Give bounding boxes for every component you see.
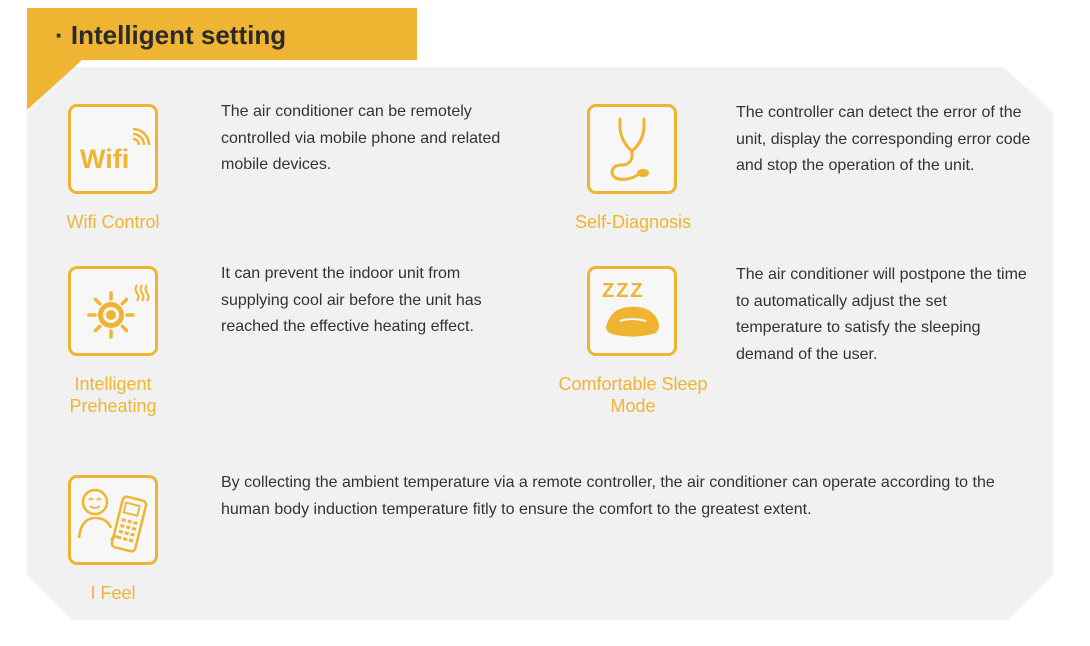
sleep-pillow-icon [587, 266, 677, 356]
sun-heat-icon [68, 266, 158, 356]
feature-description-preheating: It can prevent the indoor unit from supplying cool air before the unit has reached the effective heating effect. [221, 265, 482, 336]
feature-label-sleep: Comfortable Sleep Mode [558, 374, 708, 416]
wifi-icon-text: Wifi [80, 144, 130, 174]
feature-label-preheating: Intelligent Preheating [69, 374, 157, 416]
feature-label-i-feel: I Feel [90, 583, 136, 603]
feature-description-sleep: The air conditioner will postpone the time to automatically adjust the set temperature to satisfy the sleeping demand of the user. [736, 266, 1027, 363]
feature-description-self-diagnosis: The controller can detect the error of the unit, display the corresponding error code and stop the operation of the unit. [736, 104, 1031, 175]
feature-description-i-feel: By collecting the ambient temperature via a remote controller, the air conditioner can operate according to the human body induction temperature fitly to ensure the comfort to the greatest extent. [221, 474, 995, 518]
feature-label-wifi: Wifi Control [66, 212, 160, 232]
header-corner-decoration [27, 60, 82, 110]
feature-description-wifi: The air conditioner can be remotely controlled via mobile phone and related mobile devices. [221, 103, 501, 174]
person-remote-icon [68, 475, 158, 565]
stethoscope-icon [587, 104, 677, 194]
section-title: · Intelligent setting [55, 20, 287, 50]
sleep-icon-text: ZZZ [602, 280, 645, 302]
wifi-icon [68, 104, 158, 194]
feature-label-self-diagnosis: Self-Diagnosis [574, 212, 692, 232]
